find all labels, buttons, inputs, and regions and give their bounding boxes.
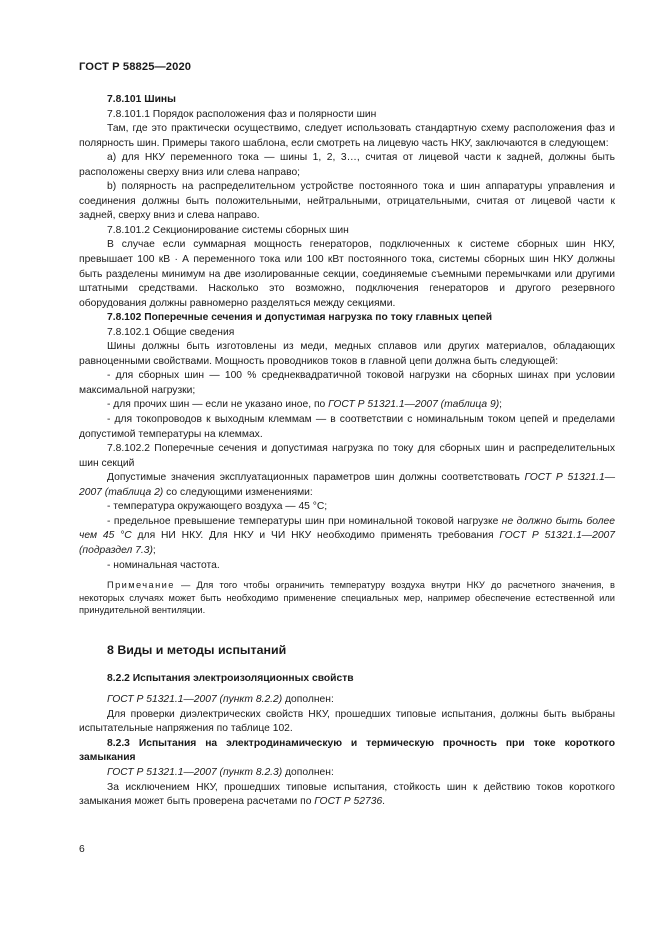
standard-reference: ГОСТ Р 51321.1—2007 (подраздел 7.3) bbox=[79, 530, 616, 556]
section-heading: 7.8.101 Шины bbox=[107, 94, 176, 105]
paragraph bbox=[79, 693, 615, 708]
list-item: - для токопроводов к выходным клеммам — в соответствии с номинальным током цепей и пределами допустимой температуры на клеммах. bbox=[79, 414, 615, 440]
paragraph bbox=[79, 781, 615, 810]
list-item: - номинальная частота. bbox=[107, 559, 220, 571]
paragraph bbox=[79, 766, 615, 781]
document-header: ГОСТ Р 58825—2020 bbox=[79, 61, 192, 73]
document-body bbox=[79, 93, 615, 810]
section-heading: 8.2.2 Испытания электроизоляционных свойств bbox=[107, 672, 354, 684]
list-item: b) полярность на распределительном устройстве постоянного тока и шин аппаратуры управления и соединения должны быть положительными, нейтральными, отрицательными, считая от лицевой части к задней, сверху вниз и слева направо. bbox=[79, 181, 615, 222]
paragraph: Там, где это практически осуществимо, следует использовать стандартную схему расположения фаз и полярность шин. Примеры такого шаблона, если смотреть на лицевую часть НКУ, заключаются в следующем: bbox=[79, 123, 615, 149]
subsection-heading: 7.8.102.2 Поперечные сечения и допустимая нагрузка по току для сборных шин и распределительных шин секций bbox=[79, 443, 615, 469]
page-number: 6 bbox=[79, 844, 85, 855]
list-item: а) для НКУ переменного тока — шины 1, 2, 3…, считая от лицевой части к задней, должны быть расположены сверху вниз или слева направо; bbox=[79, 152, 615, 178]
text: дополнен: bbox=[282, 694, 334, 706]
subsection-heading: 7.8.101.2 Секционирование системы сборных шин bbox=[107, 224, 349, 236]
section-heading: 8.2.3 Испытания на электродинамическую и термическую прочность при токе короткого замыкания bbox=[79, 737, 615, 764]
standard-reference: ГОСТ Р 51321.1—2007 (таблица 9) bbox=[328, 399, 500, 411]
text: ; bbox=[152, 544, 156, 556]
subsection-heading: 7.8.101.1 Порядок расположения фаз и полярности шин bbox=[107, 108, 377, 120]
emphasis: не должно быть более чем 45 °С bbox=[79, 515, 615, 542]
list-item bbox=[79, 515, 615, 559]
text: для НИ НКУ. Для НКУ и ЧИ НКУ необходимо применять требования bbox=[131, 530, 500, 542]
standard-reference: ГОСТ Р 51321.1—2007 (пункт 8.2.3) bbox=[107, 766, 283, 778]
paragraph bbox=[79, 471, 615, 500]
text: За исключением НКУ, прошедших типовые испытания, стойкость шин к действию токов короткого замыкания может быть проверена расчетами по bbox=[79, 781, 615, 808]
note bbox=[79, 579, 615, 617]
paragraph: Для проверки диэлектрических свойств НКУ, прошедших типовые испытания, должны быть выбраны испытательные напряжения по таблице 102. bbox=[79, 708, 615, 735]
text: дополнен: bbox=[282, 766, 334, 778]
paragraph: В случае если суммарная мощность генераторов, подключенных к системе сборных шин НКУ, превышает 100 кВ · А переменного тока или 100 кВт постоянного тока, системы сборных шин НКУ должны быть разделены минимум на две изолированные секции, соединяемые съемными перемычками или другими штатными средствами. Насколько это возможно, подключения генераторов и другого резервного оборудования должны равномерно разделяться между секциями. bbox=[79, 239, 615, 309]
text: . bbox=[382, 796, 386, 808]
text: со следующими изменениями: bbox=[163, 486, 313, 498]
standard-reference: ГОСТ Р 51321.1—2007 (таблица 2) bbox=[79, 472, 616, 498]
chapter-heading: 8 Виды и методы испытаний bbox=[107, 643, 287, 658]
note-text: — Для того чтобы ограничить температуру воздуха внутри НКУ до расчетного значения, в некоторых случаях может быть необходимо применение специальных мер, например обеспечение естественной или принудительной вентиляции. bbox=[79, 580, 615, 616]
list-item: - для сборных шин — 100 % среднеквадратичной токовой нагрузки на сборных шинах при условии максимальной нагрузки; bbox=[79, 370, 615, 396]
text: - для прочих шин — если не указано иное, по bbox=[107, 399, 329, 411]
section-heading: 7.8.102 Поперечные сечения и допустимая нагрузка по току главных цепей bbox=[107, 312, 493, 324]
subsection-heading: 7.8.102.1 Общие сведения bbox=[107, 326, 235, 338]
text: - предельное превышение температуры шин при номинальной токовой нагрузке bbox=[107, 515, 502, 527]
list-item bbox=[79, 398, 615, 413]
paragraph: Шины должны быть изготовлены из меди, медных сплавов или других материалов, обладающих равноценными свойствами. Мощность проводников токов в главной цепи должна быть следующей: bbox=[79, 341, 615, 367]
text: ; bbox=[499, 399, 503, 411]
standard-reference: ГОСТ Р 52736 bbox=[314, 796, 383, 808]
text: Допустимые значения эксплуатационных параметров шин должны соответствовать bbox=[107, 472, 525, 484]
list-item: - температура окружающего воздуха — 45 °С; bbox=[107, 501, 328, 513]
note-label: Примечание bbox=[107, 580, 175, 591]
standard-reference: ГОСТ Р 51321.1—2007 (пункт 8.2.2) bbox=[107, 694, 283, 706]
